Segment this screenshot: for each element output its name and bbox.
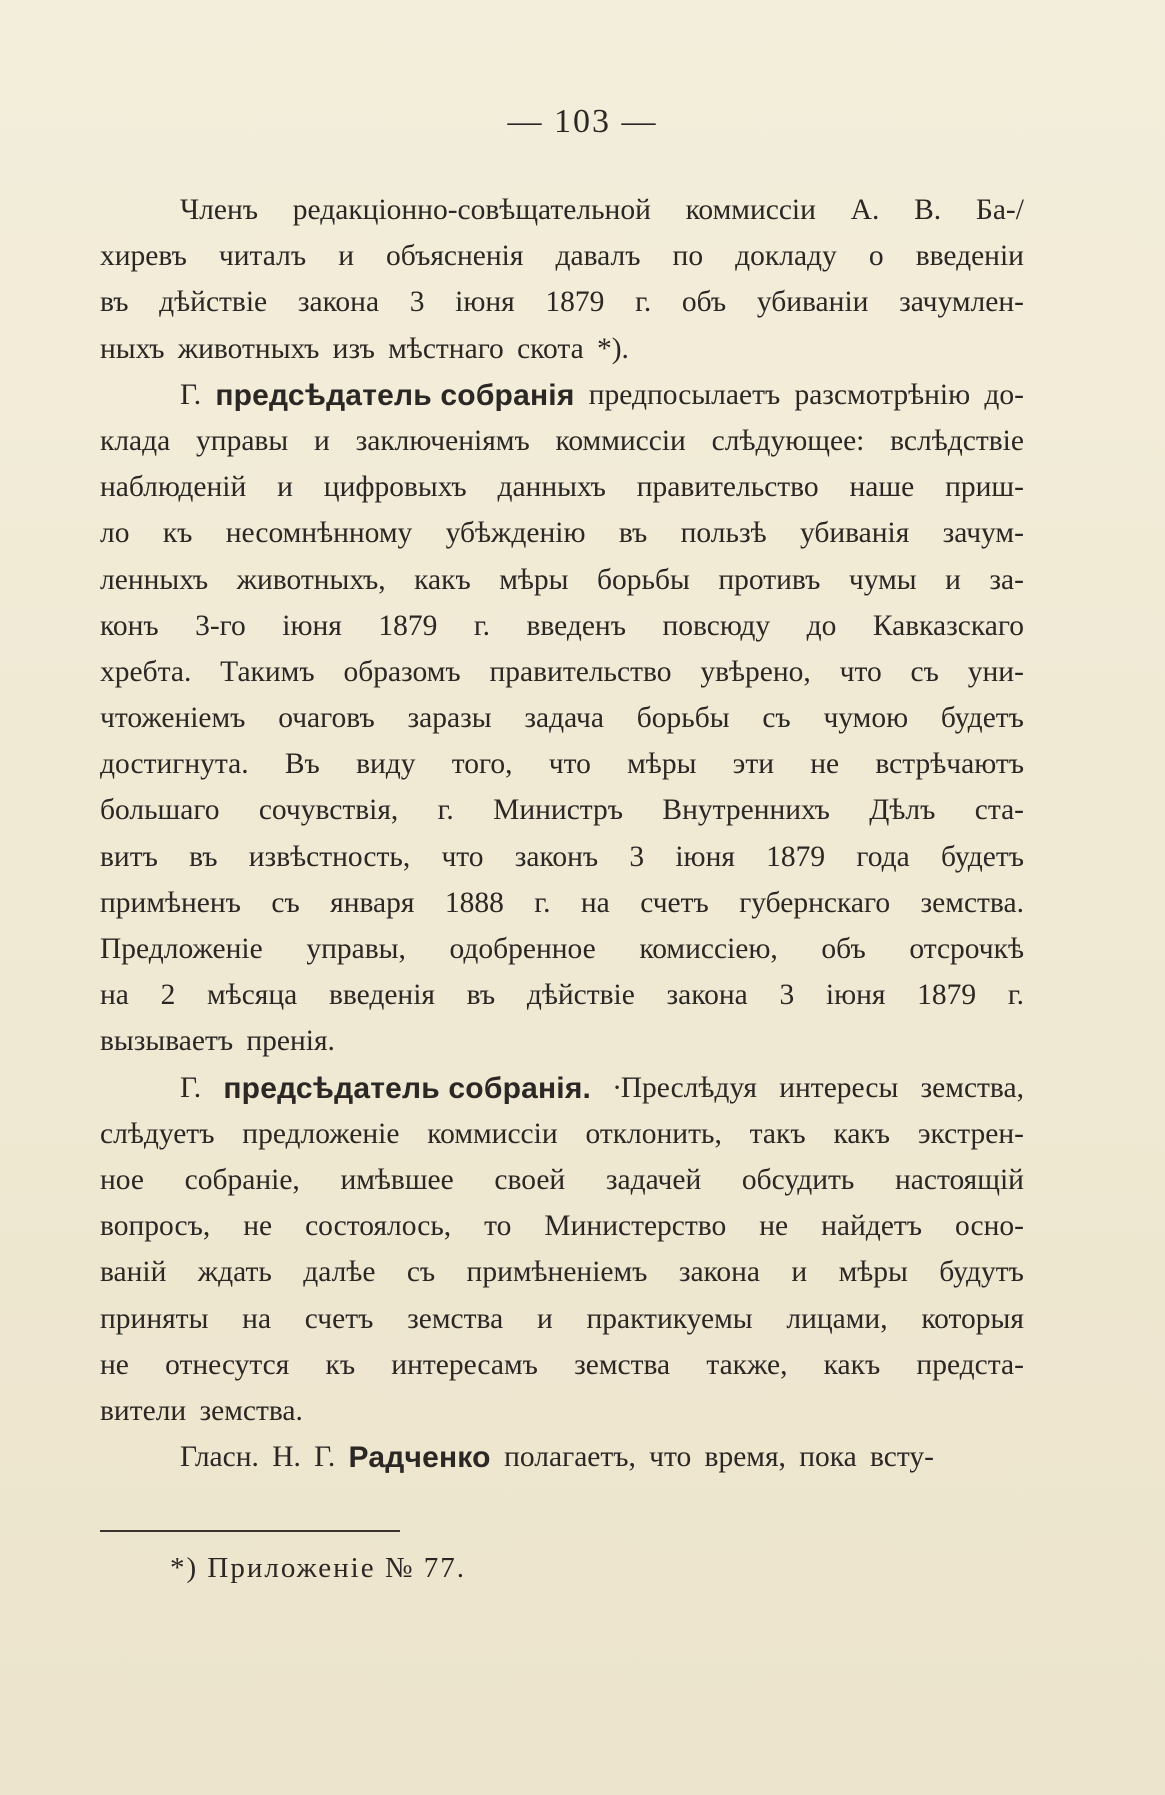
- word: до: [806, 609, 837, 642]
- word: мѣры: [838, 1256, 908, 1289]
- word: правительство: [636, 471, 819, 504]
- word: земства: [574, 1348, 671, 1381]
- word: одобренное: [449, 933, 596, 965]
- word: изъ: [332, 332, 375, 365]
- word: до-: [984, 378, 1024, 411]
- word: губернскаго: [739, 886, 891, 919]
- word: борьбы: [636, 702, 730, 735]
- word: лицами,: [786, 1302, 888, 1335]
- word: практикуемы: [586, 1302, 753, 1335]
- word: 1879: [766, 840, 826, 873]
- text-line: [100, 1159, 1024, 1205]
- word: введенія: [328, 979, 435, 1012]
- word: и: [313, 424, 330, 457]
- word: такъ: [749, 1117, 806, 1150]
- word: правительство: [489, 655, 672, 688]
- word: ∙Преслѣдуя: [613, 1071, 757, 1104]
- word: объ: [821, 933, 866, 965]
- word: какъ: [414, 563, 471, 596]
- text-line: [100, 974, 1024, 1020]
- word: управы,: [306, 933, 406, 965]
- word: собраніе,: [184, 1163, 300, 1196]
- word: вопросъ,: [100, 1210, 211, 1243]
- word: съ: [762, 702, 791, 735]
- word: Министерство: [544, 1210, 727, 1243]
- word: Внутреннихъ: [662, 794, 830, 827]
- word: вызываетъ: [100, 1025, 234, 1058]
- word: Дѣлъ: [869, 794, 936, 827]
- word: ныхъ: [100, 332, 165, 365]
- word: на: [242, 1302, 272, 1335]
- word: зачумлен-: [899, 286, 1024, 319]
- word: въ: [618, 517, 648, 550]
- word: цифровыхъ: [323, 471, 467, 504]
- word: 1888: [444, 886, 504, 919]
- word: о: [868, 240, 884, 273]
- word: убѣжденію: [445, 517, 586, 550]
- word: очаговъ: [278, 702, 375, 735]
- word: въ: [189, 840, 218, 873]
- word: настоящій: [895, 1163, 1024, 1196]
- text-line: [100, 1205, 1024, 1251]
- word: найдетъ: [821, 1210, 923, 1243]
- word: г.: [437, 794, 454, 827]
- word: чумою: [823, 702, 909, 735]
- word: дѣйствіе: [526, 979, 635, 1012]
- word: не: [759, 1210, 789, 1243]
- word: земства: [407, 1302, 504, 1335]
- word: увѣрено,: [700, 655, 811, 688]
- word: къ: [162, 517, 193, 550]
- word: и: [791, 1256, 808, 1289]
- word: животныхъ: [177, 332, 320, 365]
- word: слѣдующее:: [711, 424, 865, 457]
- word: далѣе: [303, 1256, 376, 1289]
- word: закона: [666, 979, 748, 1012]
- word: отклонить,: [585, 1117, 722, 1150]
- word: коммиссіи: [555, 424, 686, 457]
- word: сочувствія,: [258, 794, 399, 827]
- word: время,: [704, 1441, 786, 1474]
- body-text: [100, 189, 1024, 1482]
- word: хребта.: [100, 655, 192, 688]
- text-line: [100, 743, 1024, 789]
- word: имѣвшее: [340, 1163, 454, 1196]
- word: объясненія: [386, 240, 524, 273]
- word: А.: [850, 194, 880, 226]
- word: земства.: [920, 886, 1024, 919]
- word: іюня: [675, 840, 735, 873]
- word: 1879: [545, 286, 605, 319]
- word: объ: [681, 286, 727, 319]
- text-line: [100, 1113, 1024, 1159]
- word: зачум-: [942, 517, 1024, 550]
- text-line: [100, 235, 1024, 281]
- word: съ: [406, 1256, 436, 1289]
- text-line: [100, 466, 1024, 512]
- word: борьбы: [597, 563, 690, 596]
- word: и: [277, 471, 293, 504]
- word: земства.: [199, 1394, 303, 1427]
- word: большаго: [100, 794, 220, 827]
- word: Кавказскаго: [872, 609, 1024, 642]
- word: 3: [409, 286, 425, 319]
- word: виду: [356, 748, 416, 781]
- word: ста-: [974, 794, 1024, 827]
- word: чтоженіемъ: [100, 702, 246, 735]
- word: повсюду: [662, 609, 771, 642]
- word: также,: [706, 1348, 788, 1381]
- word: задачей: [605, 1163, 702, 1196]
- word: и: [536, 1302, 553, 1335]
- word: въ: [466, 979, 496, 1012]
- paragraph: [100, 374, 1024, 1067]
- text-line: [100, 836, 1024, 882]
- word: несомнѣнному: [225, 517, 413, 550]
- word: Такимъ: [220, 655, 315, 688]
- word: іюня: [282, 609, 342, 642]
- word: съ: [910, 655, 939, 688]
- word: читалъ: [218, 240, 307, 273]
- speaker-name: предсѣдатель собранія.: [223, 1071, 592, 1105]
- text-line: [100, 559, 1024, 605]
- word: предложеніе: [242, 1117, 400, 1150]
- word: земства,: [920, 1071, 1024, 1104]
- text-line: [100, 328, 1024, 374]
- word: комиссіею,: [639, 933, 778, 965]
- word: Предложеніе: [100, 933, 263, 965]
- text-line: [100, 789, 1024, 835]
- word: обсудить: [741, 1163, 855, 1196]
- footnote: *) Приложеніе № 77.: [170, 1552, 467, 1584]
- word: дѣйствіе: [159, 286, 268, 319]
- word: и: [945, 563, 961, 596]
- word: января: [330, 886, 415, 919]
- word: предста-: [916, 1348, 1024, 1381]
- text-line: [100, 281, 1024, 327]
- word: противъ: [718, 563, 821, 596]
- word: пока: [799, 1441, 857, 1474]
- word: Въ: [284, 748, 320, 781]
- word: вслѣдствіе: [890, 424, 1024, 457]
- word: коммиссіи: [427, 1117, 558, 1150]
- word: Ба-/: [975, 194, 1024, 226]
- speaker-name: предсѣдатель собранія: [215, 378, 575, 412]
- word: на: [580, 886, 610, 919]
- word: съ: [271, 886, 300, 919]
- word: приш-: [945, 471, 1024, 504]
- word: мѣстнаго: [388, 332, 504, 365]
- paragraph: [100, 1436, 1024, 1482]
- word: витъ: [100, 840, 158, 873]
- paragraph: [100, 189, 1024, 374]
- word: примѣненіемъ: [466, 1256, 648, 1289]
- word: вители: [100, 1394, 187, 1427]
- text-line: [100, 928, 1024, 974]
- word: слѣдуетъ: [100, 1117, 215, 1150]
- word: 1879: [378, 609, 438, 642]
- word: введенъ: [526, 609, 626, 642]
- word: редакціонно-совѣщательной: [292, 194, 651, 226]
- word: не: [810, 748, 840, 781]
- word: давалъ: [555, 240, 641, 273]
- word: будетъ: [940, 702, 1024, 735]
- word: полагаетъ,: [504, 1441, 636, 1474]
- word: ло: [100, 517, 130, 550]
- word: задача: [524, 702, 604, 735]
- word: заключеніямъ: [355, 424, 530, 457]
- word: 3: [779, 979, 795, 1012]
- word: состоялось,: [305, 1210, 452, 1243]
- word: клада: [100, 424, 171, 457]
- word: іюня: [455, 286, 515, 319]
- word: заразы: [407, 702, 492, 735]
- word: ленныхъ: [100, 563, 209, 596]
- word: мѣры: [499, 563, 569, 596]
- word: по: [672, 240, 704, 273]
- word: за-: [989, 563, 1024, 596]
- word: управы: [196, 424, 289, 457]
- text-line: [100, 1251, 1024, 1297]
- paragraph: [100, 1067, 1024, 1437]
- text-line: [100, 420, 1024, 466]
- word: къ: [325, 1348, 356, 1381]
- word: Г.: [314, 1441, 336, 1474]
- word: примѣненъ: [100, 886, 241, 919]
- word: извѣстность,: [248, 840, 411, 873]
- word: г.: [1007, 979, 1024, 1012]
- word: докладу: [735, 240, 837, 273]
- text-line: [100, 1390, 1024, 1436]
- word: достигнута.: [100, 748, 249, 781]
- text-line: [100, 1298, 1024, 1344]
- word: на: [100, 979, 129, 1012]
- word: Н.: [272, 1441, 301, 1474]
- footnote-rule: [100, 1530, 400, 1532]
- word: закона: [678, 1256, 761, 1289]
- word: данныхъ: [497, 471, 606, 504]
- word: экстрен-: [917, 1117, 1024, 1150]
- word: пользѣ: [680, 517, 767, 550]
- speaker-name: Радченко: [348, 1441, 491, 1475]
- word: скота: [517, 332, 584, 365]
- word: встрѣчаютъ: [875, 748, 1024, 781]
- word: г.: [534, 886, 551, 919]
- word: счетъ: [640, 886, 709, 919]
- word: то: [484, 1210, 512, 1243]
- word: наше: [849, 471, 915, 504]
- word: В.: [914, 194, 942, 226]
- text-line: [100, 1436, 1024, 1482]
- word: интересы: [779, 1071, 899, 1104]
- word: того,: [451, 748, 513, 781]
- word: пренія.: [246, 1025, 335, 1058]
- word: будетъ: [940, 840, 1024, 873]
- word: приняты: [100, 1302, 209, 1335]
- text-line: [100, 374, 1024, 420]
- word: животныхъ,: [236, 563, 386, 596]
- word: мѣсяца: [207, 979, 298, 1012]
- word: не: [243, 1210, 273, 1243]
- word: ное: [100, 1163, 144, 1196]
- text-line: [100, 1344, 1024, 1390]
- word: въ: [100, 286, 129, 319]
- word: не: [100, 1348, 129, 1381]
- word: 2: [160, 979, 176, 1012]
- word: отнесутся: [165, 1348, 290, 1381]
- word: образомъ: [343, 655, 461, 688]
- word: какъ: [823, 1348, 881, 1381]
- word: ваній: [100, 1256, 167, 1289]
- word: законъ: [514, 840, 599, 873]
- word: которыя: [921, 1302, 1024, 1335]
- word: осно-: [955, 1210, 1024, 1243]
- word: что: [441, 840, 484, 873]
- word: какъ: [833, 1117, 891, 1150]
- text-line: [100, 1067, 1024, 1113]
- text-line: [100, 605, 1024, 651]
- word: убиваніи: [756, 286, 869, 319]
- word: года: [856, 840, 910, 873]
- text-line: [100, 697, 1024, 743]
- page-number: — 103 —: [507, 103, 658, 140]
- word: что: [649, 1441, 692, 1474]
- word: Г.: [180, 378, 202, 411]
- word: отсрочкѣ: [909, 933, 1024, 965]
- text-line: [100, 651, 1024, 697]
- word: закона: [297, 286, 380, 319]
- word: чумы: [848, 563, 917, 596]
- word: всту-: [869, 1441, 934, 1474]
- word: убиванія: [799, 517, 910, 550]
- word: *).: [596, 332, 629, 365]
- word: будутъ: [939, 1256, 1024, 1289]
- word: коммиссіи: [685, 194, 816, 226]
- word: конъ: [100, 609, 159, 642]
- text-line: [100, 1020, 1024, 1066]
- word: г.: [473, 609, 490, 642]
- word: 1879: [917, 979, 977, 1012]
- word: ждать: [197, 1256, 272, 1289]
- word: разсмотрѣнію: [794, 378, 971, 411]
- word: наблюденій: [100, 471, 247, 504]
- word: предпосылаетъ: [588, 378, 781, 411]
- text-line: [100, 882, 1024, 928]
- word: Членъ: [180, 194, 259, 226]
- word: іюня: [825, 979, 886, 1012]
- word: г.: [635, 286, 652, 319]
- word: 3: [629, 840, 645, 873]
- word: счетъ: [304, 1302, 374, 1335]
- word: своей: [494, 1163, 566, 1196]
- word: Гласн.: [180, 1441, 259, 1474]
- word: что: [839, 655, 882, 688]
- word: эти: [732, 748, 774, 781]
- word: уни-: [967, 655, 1024, 688]
- word: Министръ: [493, 794, 624, 827]
- text-line: [100, 512, 1024, 558]
- word: мѣры: [627, 748, 697, 781]
- word: Г.: [180, 1071, 202, 1104]
- word: хиревъ: [100, 240, 187, 273]
- word: 3-го: [195, 609, 246, 642]
- word: что: [548, 748, 591, 781]
- text-line: [100, 189, 1024, 235]
- word: и: [338, 240, 354, 273]
- word: введеніи: [915, 240, 1024, 273]
- word: интересамъ: [391, 1348, 538, 1381]
